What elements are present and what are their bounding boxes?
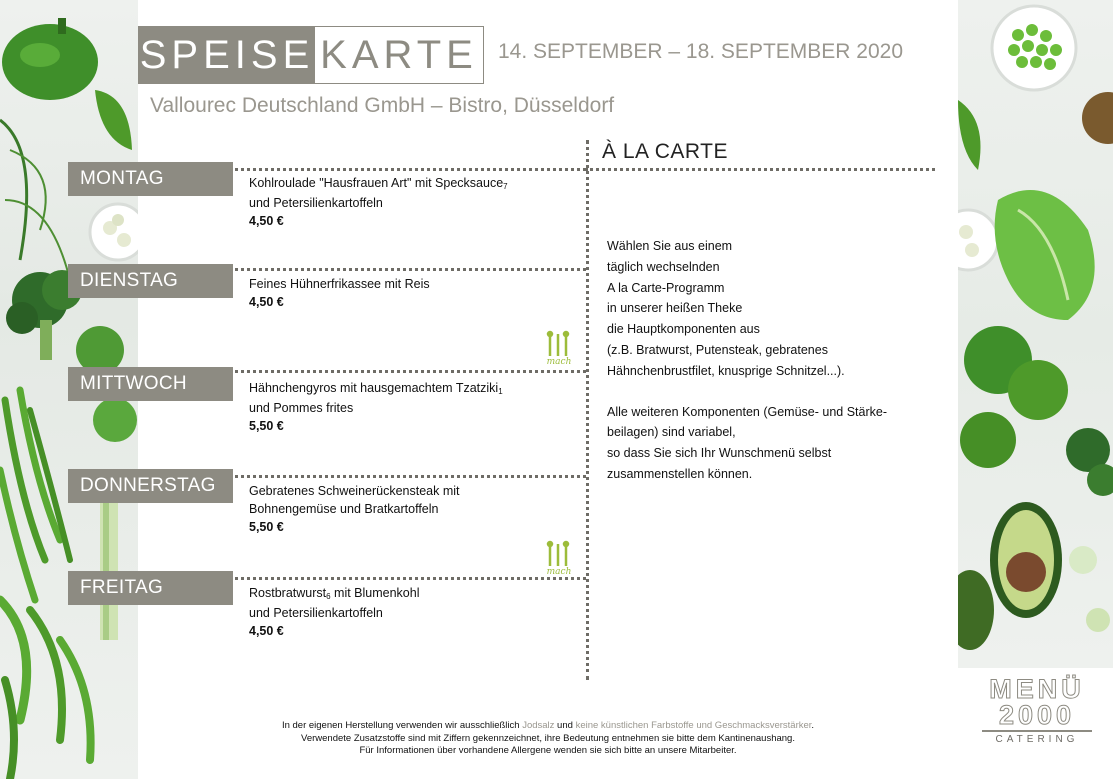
alacarte-title: À LA CARTE <box>602 140 728 163</box>
title-speise: SPEISE <box>139 27 315 83</box>
dish-price: 5,50 € <box>249 419 284 433</box>
row-divider <box>210 168 586 171</box>
dish-tuesday <box>249 275 430 311</box>
logo-line-1: MENÜ <box>989 674 1085 704</box>
day-label-monday: MONTAG <box>68 162 233 196</box>
footer-line-1: In der eigenen Herstellung verwenden wir ausschließlich Jodsalz und keine künstlichen Farbstoffe und Geschmacksverstärker. <box>281 720 815 731</box>
alacarte-description <box>607 236 937 485</box>
dish-line: Feines Hühnerfrikassee mit Reis <box>249 277 430 291</box>
alacarte-line: zusammenstellen können. <box>607 466 753 481</box>
dish-wednesday <box>249 379 503 435</box>
alacarte-line: A la Carte-Programm <box>607 280 725 295</box>
footer-line-2: Verwendete Zusatzstoffe sind mit Ziffern gekennzeichnet, ihre Bedeutung entnehmen sie bitte dem Kantinenaushang. <box>301 732 795 744</box>
dish-line: und Petersilienkartoffeln <box>249 196 383 210</box>
logo-line-3: CATERING <box>995 734 1079 745</box>
dish-thursday <box>249 482 460 536</box>
dish-price: 4,50 € <box>249 624 284 638</box>
alacarte-line: Wählen Sie aus einem <box>607 239 733 253</box>
dish-line: Rostbratwurst$_6$ mit Blumenkohl <box>249 586 420 601</box>
date-range: 14. SEPTEMBER – 18. SEPTEMBER 2020 <box>498 40 904 63</box>
logo-line-2: 2000 <box>998 700 1076 730</box>
dish-monday <box>249 174 508 230</box>
menue-2000-logo <box>962 676 1112 756</box>
footer-notes <box>138 720 958 758</box>
dish-line: Bohnengemüse und Bratkartoffeln <box>249 502 439 516</box>
svg-text:mach: mach <box>546 357 572 367</box>
footer-line-3: Für Informationen über vorhandene Allergene wenden sie sich bitte an unsere Mitarbeiter. <box>359 745 737 756</box>
menu-title <box>138 26 484 84</box>
additive-number: 6 <box>326 592 331 601</box>
location-subtitle: Vallourec Deutschland GmbH – Bistro, Düsseldorf <box>150 94 615 117</box>
row-divider <box>210 577 586 580</box>
dish-line: und Petersilienkartoffeln <box>249 606 383 620</box>
dish-line: Hähnchengyros mit hausgemachtem Tzatziki$_1$ <box>249 381 503 396</box>
dish-price: 5,50 € <box>249 520 284 534</box>
dish-price: 4,50 € <box>249 214 284 228</box>
vital-badge-icon <box>536 540 582 578</box>
alacarte-line: die Hauptkomponenten aus <box>607 322 760 337</box>
row-divider <box>210 370 586 373</box>
alacarte-line: (z.B. Bratwurst, Putensteak, gebratenes <box>607 342 828 357</box>
row-divider <box>210 268 586 271</box>
day-label-wednesday: MITTWOCH <box>68 367 233 401</box>
right-vegetable-image <box>958 0 1113 668</box>
dish-friday <box>249 584 420 640</box>
day-label-thursday: DONNERSTAG <box>68 469 233 503</box>
alacarte-divider <box>585 168 935 171</box>
column-divider <box>586 140 589 680</box>
alacarte-line: in unserer heißen Theke <box>607 301 743 316</box>
day-label-tuesday: DIENSTAG <box>68 264 233 298</box>
additive-number: 1 <box>498 387 503 396</box>
alacarte-line: Alle weiteren Komponenten (Gemüse- und Stärke- <box>607 404 888 419</box>
dish-line: und Pommes frites <box>249 401 354 415</box>
title-karte: KARTE <box>315 27 483 83</box>
dish-line: Kohlroulade "Hausfrauen Art" mit Specksauce$_7$ <box>249 176 508 191</box>
svg-text:mach: mach <box>546 567 572 577</box>
alacarte-line: so dass Sie sich Ihr Wunschmenü selbst <box>607 446 832 461</box>
alacarte-line: täglich wechselnden <box>607 259 720 274</box>
vegetables-illustration <box>958 0 1113 668</box>
dish-price: 4,50 € <box>249 295 284 309</box>
day-label-friday: FREITAG <box>68 571 233 605</box>
dish-line: Gebratenes Schweinerückensteak mit <box>249 484 460 498</box>
alacarte-line: beilagen) sind variabel, <box>607 425 736 440</box>
additive-number: 7 <box>503 182 508 191</box>
row-divider <box>210 475 586 478</box>
vital-badge-icon <box>536 330 582 368</box>
alacarte-line: Hähnchenbrustfilet, knusprige Schnitzel...). <box>607 363 845 378</box>
